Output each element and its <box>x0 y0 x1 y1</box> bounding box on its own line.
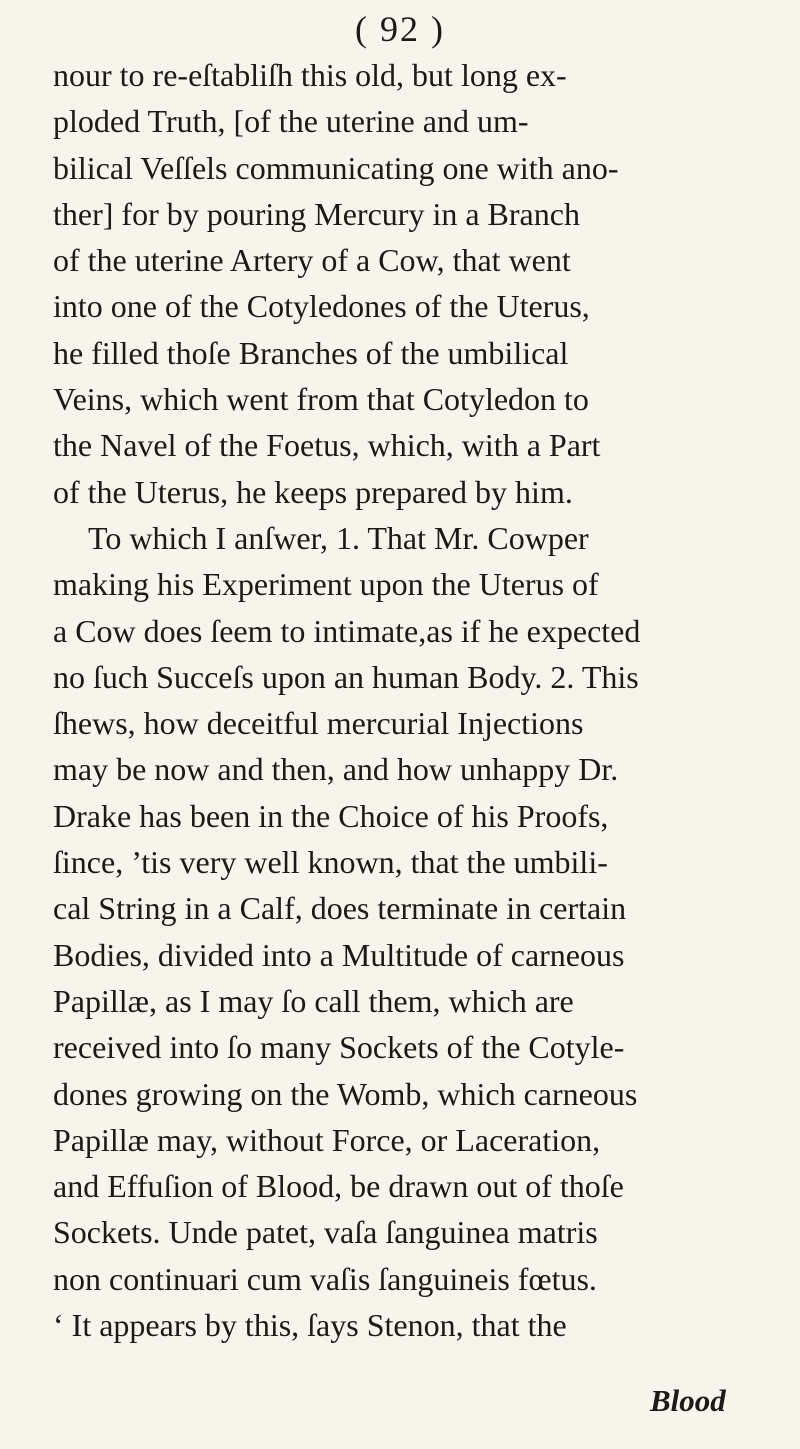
text-line: nour to re-eſtabliſh this old, but long ex- <box>53 57 567 93</box>
text-line: Bodies, divided into a Multitude of carneous <box>53 936 625 973</box>
text-line: ploded Truth, [of the uterine and um- <box>53 103 529 140</box>
catchword: Blood <box>650 1383 726 1418</box>
body-text <box>53 52 773 1348</box>
text-line: into one of the Cotyledones of the Uterus, <box>53 288 590 325</box>
text-line: Papillæ may, without Force, or Laceration, <box>53 1121 601 1158</box>
text-line: ſince, ’tis very well known, that the umbili- <box>53 844 608 881</box>
text-line: cal String in a Calf, does terminate in certain <box>53 890 627 927</box>
text-line: of the Uterus, he keeps prepared by him. <box>53 473 573 510</box>
text-line: To which I anſwer, 1. That Mr. Cowper <box>88 519 589 556</box>
text-line: the Navel of the Foetus, which, with a Part <box>53 427 601 464</box>
text-line: ſhews, how deceitful mercurial Injections <box>53 705 584 742</box>
text-line: making his Experiment upon the Uterus of <box>53 566 599 603</box>
text-line: of the uterine Artery of a Cow, that went <box>53 242 571 279</box>
text-line: received into ſo many Sockets of the Cotyle- <box>53 1029 625 1066</box>
text-line: Papillæ, as I may ſo call them, which are <box>53 982 574 1019</box>
text-line: Drake has been in the Choice of his Proofs, <box>53 797 609 834</box>
text-line: non continuari cum vaſis ſanguineis fœtus. <box>53 1260 597 1297</box>
text-line: and Effuſion of Blood, be drawn out of thoſe <box>53 1168 624 1205</box>
text-line: Sockets. Unde patet, vaſa ſanguinea matris <box>53 1214 598 1251</box>
page-number-header: ( 92 ) <box>355 9 445 49</box>
text-line: a Cow does ſeem to intimate,as if he expected <box>53 612 641 649</box>
text-line: no ſuch Succeſs upon an human Body. 2. This <box>53 658 639 695</box>
text-line: Veins, which went from that Cotyledon to <box>53 381 589 418</box>
text-line: dones growing on the Womb, which carneous <box>53 1075 638 1112</box>
text-line: bilical Veſſels communicating one with ano- <box>53 149 619 186</box>
text-line: ther] for by pouring Mercury in a Branch <box>53 195 580 232</box>
text-line: he filled thoſe Branches of the umbilical <box>53 334 569 371</box>
text-line: ‘ It appears by this, ſays Stenon, that the <box>53 1307 567 1344</box>
text-line: may be now and then, and how unhappy Dr. <box>53 751 619 788</box>
